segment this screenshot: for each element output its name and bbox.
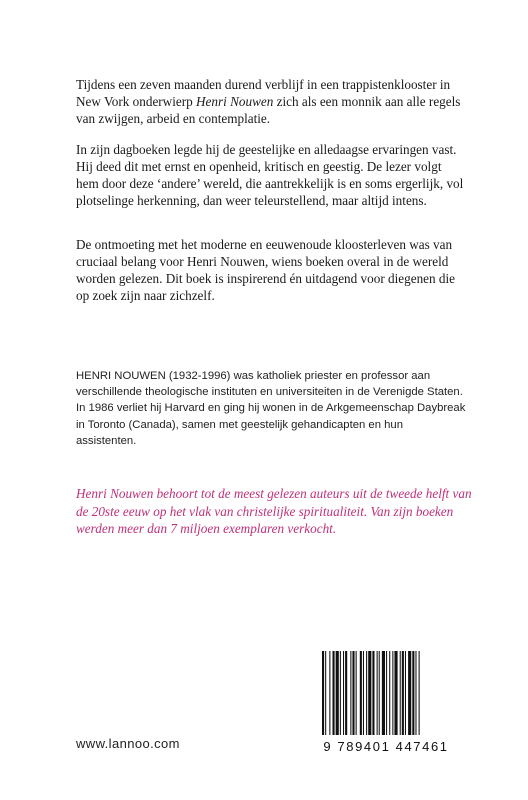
barcode-bar [372, 651, 374, 735]
blurb-paragraph-2: In zijn dagboeken legde hij de geestelijke en alledaagse ervaringen vast. Hij deed dit met ernst en openheid, kritisch en geestig. De lezer volgt hem door deze ‘andere’ wereld, die aantrekkelijk is en soms ergerlijk, vol plotselinge herkenning, dan weer teleurstellend, maar altijd intens. [76, 142, 464, 208]
barcode-bar [408, 651, 411, 735]
barcode-bar [322, 651, 324, 735]
barcode-bar [333, 651, 335, 735]
barcode-bar [405, 651, 406, 735]
blurb-text: Tijdens een zeven maanden durend verblijf in een trappistenklooster in New Vork onderwierp [76, 77, 451, 109]
barcode-bar [415, 651, 416, 735]
barcode-bar [366, 651, 367, 735]
barcode-bar [392, 651, 393, 735]
isbn-number: 9 789401 447461 [323, 739, 449, 754]
barcode-bar [394, 651, 397, 735]
barcode-bar [343, 651, 344, 735]
barcode-icon [318, 651, 452, 743]
blurb-text: zich als een monnik aan alle regels van zwijgen, arbeid en contemplatie. [76, 94, 461, 126]
author-bio: HENRI NOUWEN (1932-1996) was katholiek priester en professor aan verschillende theologische instituten en universiteiten in de Verenigde Staten. In 1986 verliet hij Harvard en ging hij wonen in de Arkgemeenschap Daybreak in Toronto (Canada), samen met geestelijk gehandicapten en hun assistenten. [76, 370, 466, 447]
barcode-bar [329, 651, 330, 735]
blurb-paragraph-3: De ontmoeting met het moderne en eeuwenoude kloosterleven was van cruciaal belang voor Henri Nouwen, wiens boeken overal in de wereld worden gelezen. Dit boek is inspirerend én uitdagend voor diegenen die op zoek zijn naar zichzelf. [76, 237, 456, 303]
barcode-bar [350, 651, 351, 735]
barcode-bar [325, 651, 326, 735]
barcode-bar [412, 651, 414, 735]
barcode-bar [360, 651, 362, 735]
publisher-url[interactable]: www.lannoo.com [76, 736, 180, 751]
barcode-bar [419, 651, 420, 735]
barcode-bar [368, 651, 371, 735]
author-name-italic: Henri Nouwen [196, 94, 274, 109]
barcode-bar [400, 651, 401, 735]
author-quote: Henri Nouwen behoort tot de meest gelezen auteurs uit de tweede helft van de 20ste eeuw op het vlak van christelijke spiritualiteit. Van zijn boeken werden meer dan 7 miljoen exemplaren verkocht. [76, 486, 472, 536]
barcode-bar [356, 651, 357, 735]
barcode-bar [345, 651, 347, 735]
barcode-bar [377, 651, 378, 735]
barcode-bar [336, 651, 339, 735]
barcode-bar [352, 651, 354, 735]
barcode-bar [363, 651, 364, 735]
barcode-bar [402, 651, 404, 735]
blurb-paragraph-1 [76, 76, 466, 127]
barcode-bar [379, 651, 380, 735]
barcode-bar [386, 651, 387, 735]
barcode-bar [382, 651, 385, 735]
barcode-bar [389, 651, 390, 735]
barcode-bar [340, 651, 341, 735]
